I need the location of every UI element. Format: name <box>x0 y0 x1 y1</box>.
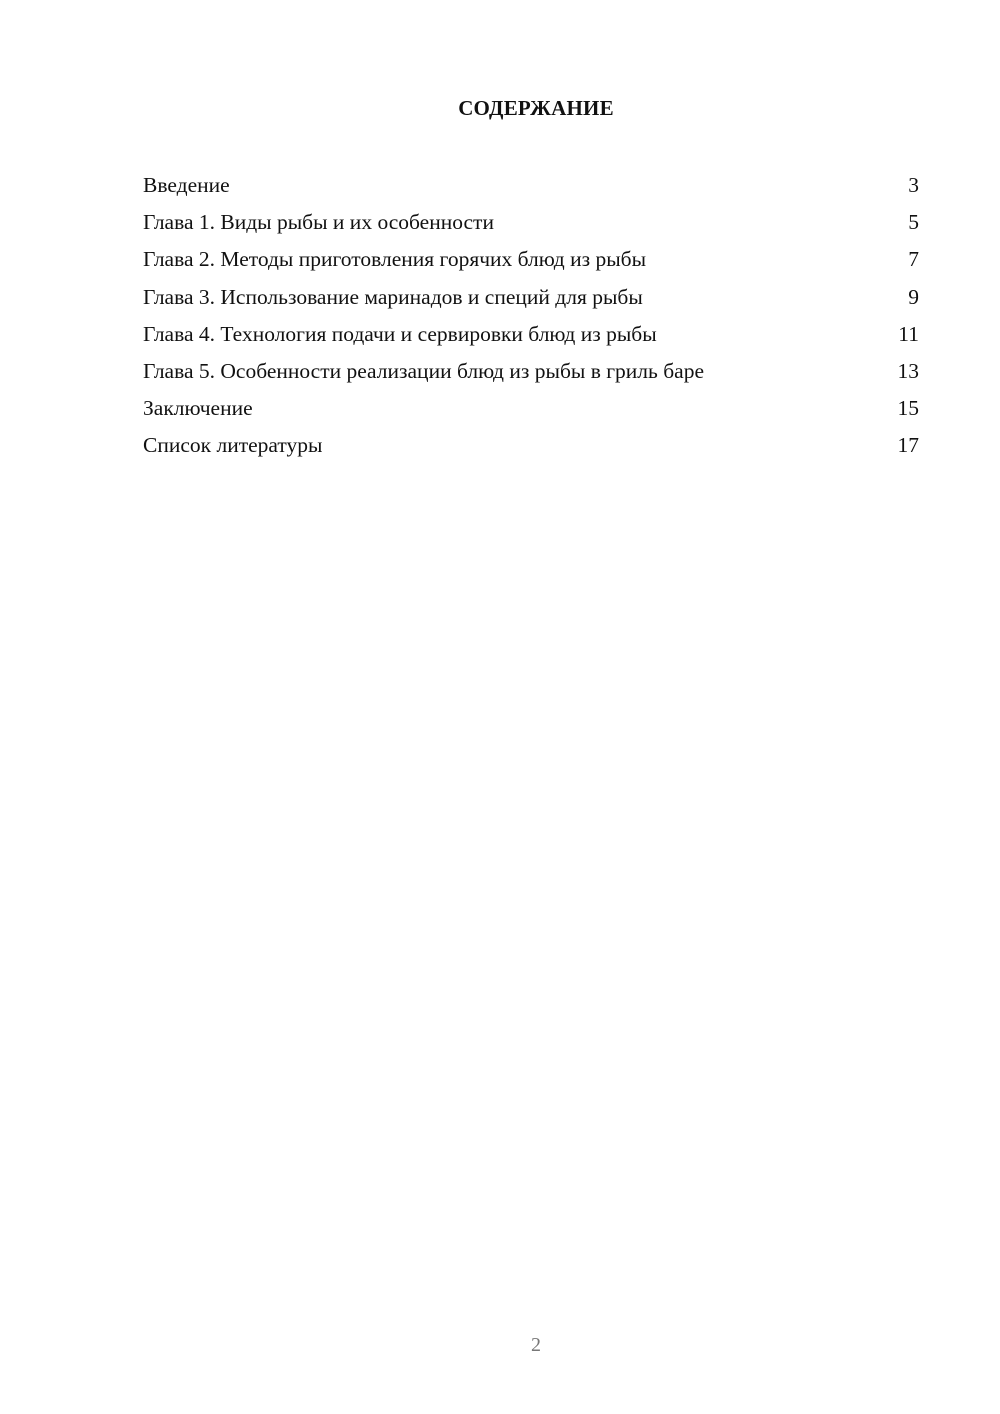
toc-item-label: Глава 1. Виды рыбы и их особенности <box>143 210 494 235</box>
toc-item-label: Список литературы <box>143 433 323 458</box>
toc-item-page: 11 <box>898 321 919 346</box>
toc-item-chapter-3 <box>143 282 919 319</box>
toc-item-chapter-4 <box>143 319 919 356</box>
toc-item-introduction <box>143 170 919 207</box>
toc-item-page: 13 <box>897 358 919 383</box>
toc-item-chapter-1 <box>143 207 919 244</box>
toc-item-label: Введение <box>143 173 230 197</box>
toc-item-chapter-2 <box>143 244 919 281</box>
page-title: СОДЕРЖАНИЕ <box>458 96 614 120</box>
toc-item-references <box>143 430 919 467</box>
toc-item-label: Глава 3. Использование маринадов и специй для рыбы <box>143 284 643 309</box>
toc-item-page: 17 <box>897 433 919 458</box>
toc-item-page: 3 <box>908 173 919 197</box>
toc-item-page: 5 <box>908 210 919 235</box>
toc-item-page: 7 <box>908 247 919 272</box>
table-of-contents <box>143 170 919 468</box>
toc-item-conclusion <box>143 393 919 430</box>
toc-item-chapter-5 <box>143 356 919 393</box>
toc-item-page: 15 <box>897 396 919 421</box>
toc-item-label: Заключение <box>143 396 253 421</box>
page-number: 2 <box>531 1334 541 1356</box>
toc-item-page: 9 <box>908 284 919 309</box>
toc-item-label: Глава 2. Методы приготовления горячих блюд из рыбы <box>143 247 647 272</box>
toc-item-label: Глава 5. Особенности реализации блюд из рыбы в гриль баре <box>143 358 704 383</box>
toc-item-label: Глава 4. Технология подачи и сервировки блюд из рыбы <box>143 321 657 346</box>
